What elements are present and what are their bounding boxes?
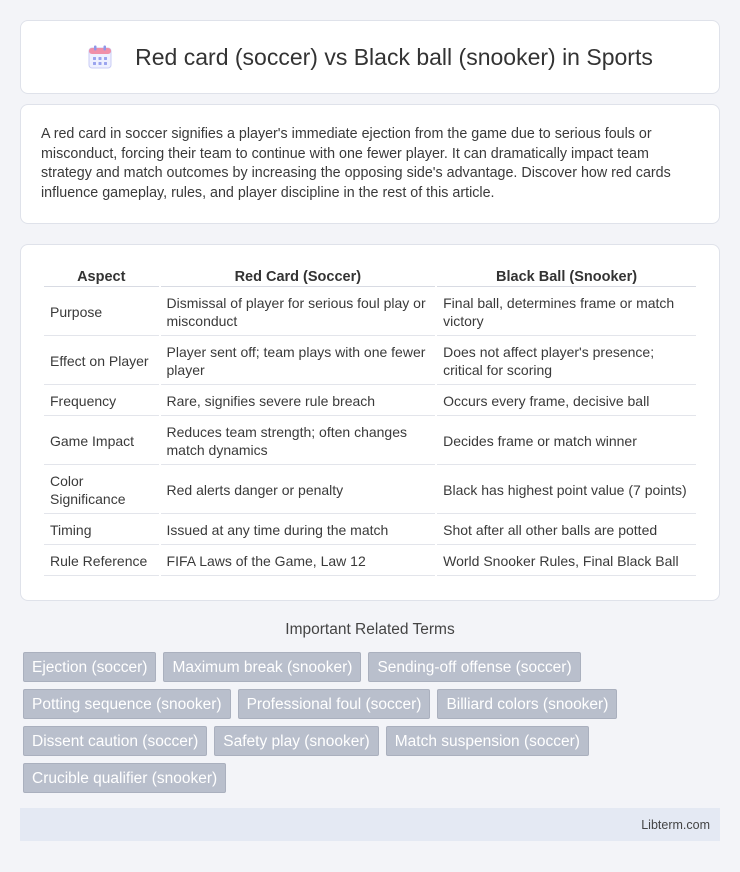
table-cell: Red alerts danger or penalty bbox=[161, 467, 436, 514]
table-cell: Final ball, determines frame or match victory bbox=[437, 289, 696, 336]
table-cell: Effect on Player bbox=[44, 338, 159, 385]
table-row bbox=[44, 387, 696, 416]
table-cell: Dismissal of player for serious foul play or misconduct bbox=[161, 289, 436, 336]
related-term-tag[interactable]: Billiard colors (snooker) bbox=[437, 689, 617, 719]
related-term-tag[interactable]: Crucible qualifier (snooker) bbox=[23, 763, 226, 793]
column-header: Aspect bbox=[44, 267, 159, 287]
related-terms-title: Important Related Terms bbox=[285, 621, 455, 638]
table-cell: Black has highest point value (7 points) bbox=[437, 467, 696, 514]
column-header: Red Card (Soccer) bbox=[161, 267, 436, 287]
table-row bbox=[44, 467, 696, 514]
intro-text: A red card in soccer signifies a player's immediate ejection from the game due to serious fouls or misconduct, forcing their team to continue with one fewer player. It can dramatically impact team strategy and match outcomes by increasing the opposing side's advantage. Discover how red cards influence gameplay, rules, and player discipline in the rest of this article. bbox=[41, 126, 671, 201]
related-terms-list bbox=[23, 652, 723, 793]
table-cell: Shot after all other balls are potted bbox=[437, 516, 696, 545]
table-row bbox=[44, 289, 696, 336]
table-cell: Occurs every frame, decisive ball bbox=[437, 387, 696, 416]
related-term-tag[interactable]: Maximum break (snooker) bbox=[163, 652, 361, 682]
table-cell: Player sent off; team plays with one fewer player bbox=[161, 338, 436, 385]
related-term-tag[interactable]: Dissent caution (soccer) bbox=[23, 726, 207, 756]
comparison-table-card bbox=[20, 244, 720, 601]
header-card bbox=[20, 20, 720, 94]
related-term-tag[interactable]: Professional foul (soccer) bbox=[238, 689, 431, 719]
related-term-tag[interactable]: Ejection (soccer) bbox=[23, 652, 156, 682]
related-term-tag[interactable]: Potting sequence (snooker) bbox=[23, 689, 231, 719]
footer bbox=[20, 808, 720, 841]
comparison-table bbox=[42, 265, 698, 578]
table-row bbox=[44, 338, 696, 385]
table-cell: Frequency bbox=[44, 387, 159, 416]
footer-site-link[interactable]: Libterm.com bbox=[641, 818, 710, 832]
table-cell: FIFA Laws of the Game, Law 12 bbox=[161, 547, 436, 576]
table-row bbox=[44, 547, 696, 576]
column-header: Black Ball (Snooker) bbox=[437, 267, 696, 287]
table-cell: World Snooker Rules, Final Black Ball bbox=[437, 547, 696, 576]
table-cell: Reduces team strength; often changes match dynamics bbox=[161, 418, 436, 465]
table-cell: Decides frame or match winner bbox=[437, 418, 696, 465]
calendar-icon bbox=[87, 44, 113, 70]
table-cell: Timing bbox=[44, 516, 159, 545]
related-term-tag[interactable]: Match suspension (soccer) bbox=[386, 726, 589, 756]
intro-card bbox=[20, 104, 720, 224]
page-title: Red card (soccer) vs Black ball (snooker) in Sports bbox=[135, 43, 653, 70]
table-cell: Issued at any time during the match bbox=[161, 516, 436, 545]
table-cell: Rare, signifies severe rule breach bbox=[161, 387, 436, 416]
related-term-tag[interactable]: Safety play (snooker) bbox=[214, 726, 378, 756]
table-cell: Rule Reference bbox=[44, 547, 159, 576]
related-term-tag[interactable]: Sending-off offense (soccer) bbox=[368, 652, 580, 682]
table-cell: Game Impact bbox=[44, 418, 159, 465]
table-cell: Purpose bbox=[44, 289, 159, 336]
table-cell: Does not affect player's presence; critical for scoring bbox=[437, 338, 696, 385]
table-row bbox=[44, 516, 696, 545]
table-cell: Color Significance bbox=[44, 467, 159, 514]
table-row bbox=[44, 418, 696, 465]
